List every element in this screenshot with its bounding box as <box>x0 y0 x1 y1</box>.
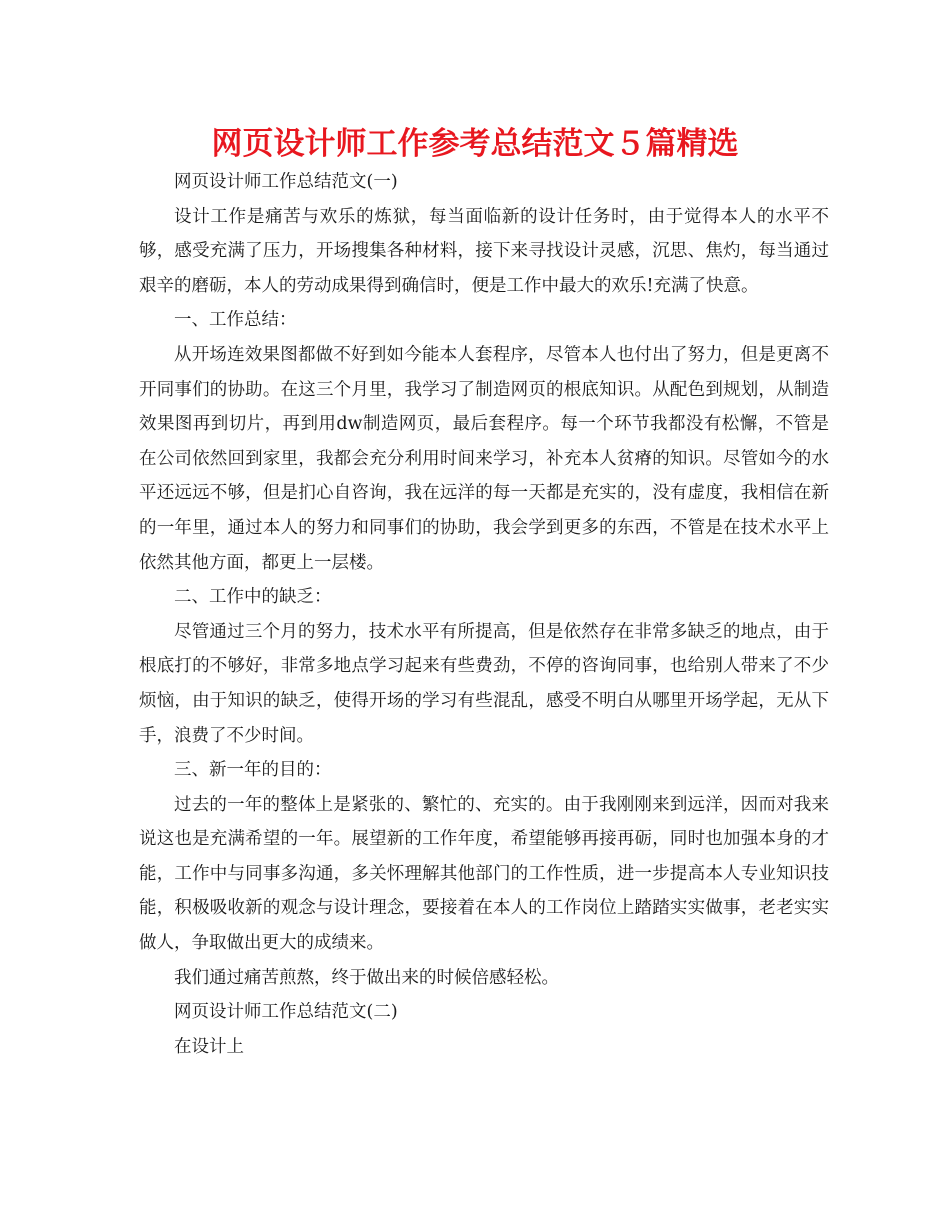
subheading-goals: 三、新一年的目的： <box>174 760 332 781</box>
paragraph-intro: 设计工作是痛苦与欢乐的炼狱，每当面临新的设计任务时，由于觉得本人的水平不够，感受充满了压力，开场搜集各种材料，接下来寻找设计灵感，沉思、焦灼，每当通过艰辛的磨砺，本人的劳动成果得到确信时，便是工作中最大的欢乐!充满了快意。 <box>139 206 829 296</box>
section-heading-1: 网页设计师工作总结范文(一) <box>174 172 398 192</box>
section-heading-2: 网页设计师工作总结范文(二) <box>174 1002 398 1023</box>
subheading-work-summary: 一、工作总结： <box>174 310 297 331</box>
subheading-shortcomings: 二、工作中的缺乏： <box>174 587 332 608</box>
document-body <box>139 165 829 1064</box>
paragraph-closing: 我们通过痛苦煎熬，终于做出来的时候倍感轻松。 <box>174 967 559 988</box>
paragraph-work-summary: 从开场连效果图都做不好到如今能本人套程序，尽管本人也付出了努力，但是更离不开同事们的协助。在这三个月里，我学习了制造网页的根底知识。从配色到规划，从制造效果图再到切片，再到用dw制造网页，最后套程序。每一个环节我都没有松懈，不管是在公司依然回到家里，我都会充分利用时间来学习，补充本人贫瘠的知识。尽管如今的水平还远远不够，但是扪心自咨询，我在远洋的每一天都是充实的，没有虚度，我相信在新的一年里，通过本人的努力和同事们的协助，我会学到更多的东西，不管是在技术水平上依然其他方面，都更上一层楼。 <box>139 344 829 573</box>
paragraph-shortcomings: 尽管通过三个月的努力，技术水平有所提高，但是依然存在非常多缺乏的地点，由于根底打的不够好，非常多地点学习起来有些费劲，不停的咨询同事，也给别人带来了不少烦恼，由于知识的缺乏，使得开场的学习有些混乱，感受不明白从哪里开场学起，无从下手，浪费了不少时间。 <box>139 621 829 746</box>
paragraph-design-start: 在设计上 <box>174 1036 244 1057</box>
document-title: 网页设计师工作参考总结范文５篇精选 <box>211 126 739 162</box>
paragraph-goals: 过去的一年的整体上是紧张的、繁忙的、充实的。由于我刚刚来到远洋，因而对我来说这也是充满希望的一年。展望新的工作年度，希望能够再接再砺，同时也加强本身的才能，工作中与同事多沟通，多关怀理解其他部门的工作性质，进一步提高本人专业知识技能，积极吸收新的观念与设计理念，要接着在本人的工作岗位上踏踏实实做事，老老实实做人，争取做出更大的成绩来。 <box>139 794 829 954</box>
